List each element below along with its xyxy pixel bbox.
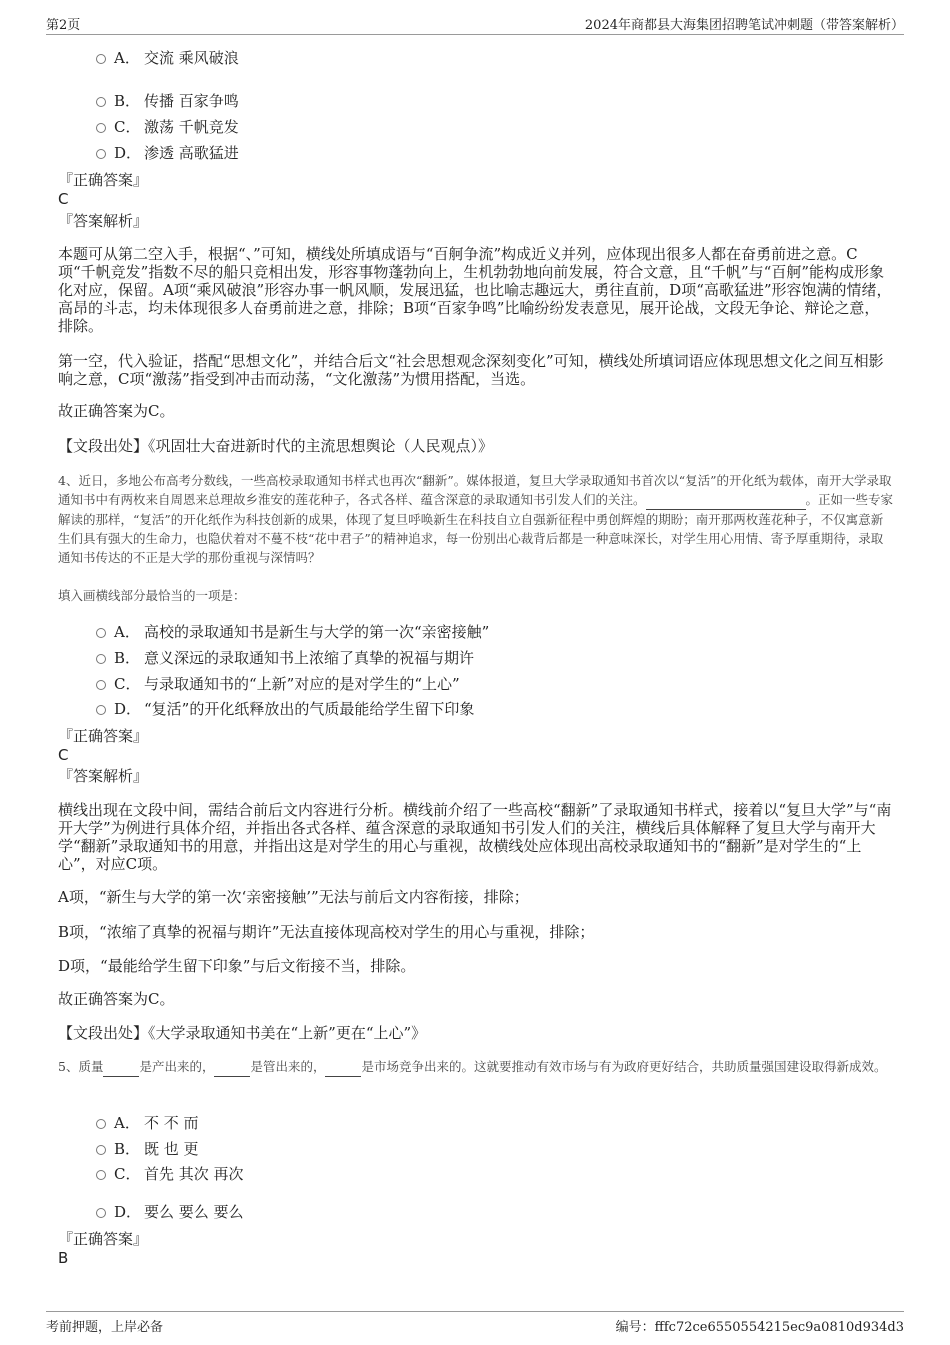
q3-option-c[interactable]: C． 激荡 千帆竞发 (96, 117, 239, 137)
q3-analysis-label: 『答案解析』 (58, 212, 149, 230)
page-header (46, 10, 904, 35)
q3-option-d[interactable]: D． 渗透 高歌猛进 (96, 143, 239, 163)
page-number: 第2页 (46, 18, 81, 33)
radio-icon[interactable] (96, 1208, 106, 1218)
radio-icon[interactable] (96, 654, 106, 664)
radio-icon[interactable] (96, 123, 106, 133)
q5-answer: B (58, 1249, 69, 1267)
q5-option-d[interactable]: D． 要么 要么 要么 (96, 1202, 244, 1222)
radio-icon[interactable] (96, 705, 106, 715)
q3-option-b[interactable]: B． 传播 百家争鸣 (96, 91, 239, 111)
q4-conclusion: 故正确答案为C。 (58, 990, 175, 1008)
document-code: 编号：fffc72ce6550554215ec9a0810d934d3 (615, 1320, 904, 1335)
q5-stem: 5、质量 是产出来的， 是管出来的， 是市场竞争出来的。这就要推动有效市场与有为政府更好结合，共助质量强国建设取得新成效。 (58, 1057, 894, 1077)
radio-icon[interactable] (96, 628, 106, 638)
q4-analysis-option-b: B项，“浓缩了真挚的祝福与期许”无法直接体现高校对学生的用心与重视，排除； (58, 923, 595, 941)
document-title: 2024年商都县大海集团招聘笔试冲刺题（带答案解析） (584, 18, 904, 33)
q4-analysis-label: 『答案解析』 (58, 767, 149, 785)
radio-icon[interactable] (96, 1119, 106, 1129)
q4-prompt: 填入画横线部分最恰当的一项是： (58, 588, 246, 603)
q4-option-a[interactable]: A． 高校的录取通知书是新生与大学的第一次“亲密接触” (96, 622, 489, 642)
q5-fill-blank (103, 1057, 139, 1077)
q5-fill-blank (325, 1057, 361, 1077)
q3-answer: C (58, 190, 69, 208)
page-footer (46, 1311, 904, 1336)
radio-icon[interactable] (96, 680, 106, 690)
q4-analysis-paragraph: 横线出现在文段中间，需结合前后文内容进行分析。横线前介绍了一些高校“翻新”了录取通知书样式，接着以“复旦大学”与“南开大学”为例进行具体介绍，并指出各式各样、蕴含深意的录取通知书引发人们的关注，横线后具体解释了复旦大学与南开大学“翻新”录取通知书的用意，并指出这是对学生的用心与重视，故横线处应体现出高校录取通知书的“翻新”是对学生的“上心”，对应C项。 (58, 801, 892, 873)
q4-option-b[interactable]: B． 意义深远的录取通知书上浓缩了真挚的祝福与期许 (96, 648, 474, 668)
q5-option-a[interactable]: A． 不 不 而 (96, 1113, 199, 1133)
q3-conclusion: 故正确答案为C。 (58, 402, 175, 420)
radio-icon[interactable] (96, 1145, 106, 1155)
q3-analysis-paragraph: 本题可从第二空入手，根据“、”可知，横线处所填成语与“百舸争流”构成近义并列，应体现出很多人都在奋勇前进之意。C项“千帆竞发”指数不尽的船只竞相出发，形容事物蓬勃向上，生机勃勃地向前发展，符合文意，且“千帆”与“百舸”能构成形象化对应，保留。A项“乘风破浪”形容办事一帆风顺，发展迅猛，也比喻志趣远大，勇往直前，D项“高歌猛进”形容饱满的情绪，高昂的斗志，均未体现很多人奋勇前进之意，排除；B项“百家争鸣”比喻纷纷发表意见，展开论战，文段无争论、辩论之意，排除。 (58, 245, 892, 335)
q5-answer-label: 『正确答案』 (58, 1230, 149, 1248)
q3-analysis-paragraph: 第一空，代入验证，搭配“思想文化”，并结合后文“社会思想观念深刻变化”可知，横线处所填词语应体现思想文化之间互相影响之意，C项“激荡”指受到冲击而动荡，“文化激荡”为惯用搭配，当选。 (58, 352, 884, 388)
q4-analysis-option-d: D项，“最能给学生留下印象”与后文衔接不当，排除。 (58, 957, 416, 975)
q4-answer: C (58, 746, 69, 764)
q4-answer-label: 『正确答案』 (58, 727, 149, 745)
q5-option-b[interactable]: B． 既 也 更 (96, 1139, 199, 1159)
q5-option-c[interactable]: C． 首先 其次 再次 (96, 1164, 244, 1184)
radio-icon[interactable] (96, 97, 106, 107)
q4-fill-blank (646, 490, 806, 510)
footer-slogan: 考前押题，上岸必备 (46, 1320, 164, 1335)
q4-source: 【文段出处】《大学录取通知书美在“上新”更在“上心”》 (58, 1024, 427, 1042)
q3-option-a[interactable]: A． 交流 乘风破浪 (96, 48, 239, 68)
q4-option-d[interactable]: D． “复活”的开化纸释放出的气质最能给学生留下印象 (96, 699, 474, 719)
q5-fill-blank (214, 1057, 250, 1077)
q3-answer-label: 『正确答案』 (58, 171, 149, 189)
radio-icon[interactable] (96, 1170, 106, 1180)
q4-option-c[interactable]: C． 与录取通知书的“上新”对应的是对学生的“上心” (96, 674, 460, 694)
radio-icon[interactable] (96, 54, 106, 64)
q4-stem: 4、近日，多地公布高考分数线，一些高校录取通知书样式也再次“翻新”。媒体报道，复旦大学录取通知书首次以“复活”的开化纸为载体，南开大学录取通知书中有两枚来自周恩来总理故乡淮安的莲花种子，各式各样、蕴含深意的录取通知书引发人们的关注。 。正如一些专家解读的那样，“复活”的开化纸作为科技创新的成果，体现了复旦呼唤新生在科技自立自强新征程中勇创辉煌的期盼；南开那两枚莲花种子，不仅寓意新生们具有强大的生命力，也隐伏着对不蔓不枝“花中君子”的精神追求，每一份别出心裁背后都是一种意味深长，对学生用心用情、寄予厚重期待，录取通知书传达的不正是大学的那份重视与深情吗？ (58, 473, 894, 565)
radio-icon[interactable] (96, 149, 106, 159)
q4-analysis-option-a: A项，“新生与大学的第一次‘亲密接触’”无法与前后文内容衔接，排除； (58, 888, 529, 906)
q3-source: 【文段出处】《巩固壮大奋进新时代的主流思想舆论（人民观点）》 (58, 437, 494, 455)
